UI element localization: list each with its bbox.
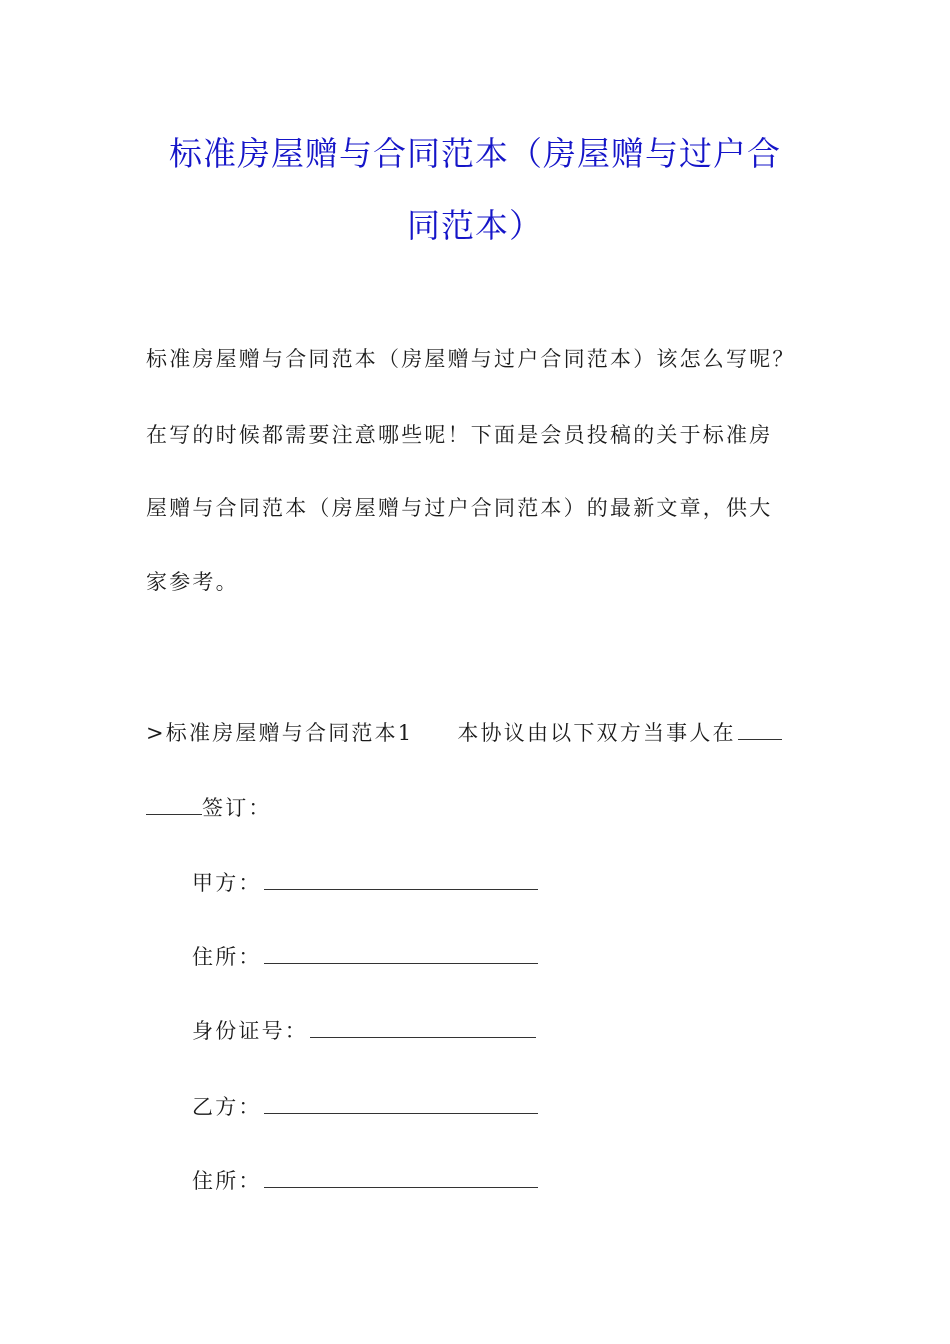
party-a-address-blank[interactable] bbox=[264, 943, 538, 964]
signing-place-blank-continued[interactable] bbox=[146, 794, 202, 815]
party-a-id-label: 身份证号： bbox=[192, 1019, 308, 1043]
party-b-label: 乙方： bbox=[192, 1095, 262, 1119]
party-b-address-label: 住所： bbox=[192, 1169, 262, 1193]
intro-line-4: 家参考。 bbox=[146, 570, 239, 594]
party-b-address-blank[interactable] bbox=[264, 1167, 538, 1188]
party-a-address-line bbox=[192, 942, 538, 972]
party-a-address-label: 住所： bbox=[192, 945, 262, 969]
signed-suffix: 签订： bbox=[202, 796, 272, 820]
party-a-line bbox=[192, 868, 538, 898]
contract-heading: >标准房屋赠与合同范本1 bbox=[146, 721, 414, 745]
contract-opening-text: 本协议由以下双方当事人在 bbox=[457, 721, 736, 745]
party-b-blank[interactable] bbox=[264, 1093, 538, 1114]
intro-line-2: 在写的时候都需要注意哪些呢！下面是会员投稿的关于标准房 bbox=[146, 423, 773, 447]
party-a-id-line bbox=[192, 1016, 536, 1046]
signing-place-blank[interactable] bbox=[738, 719, 782, 740]
party-b-address-line bbox=[192, 1166, 538, 1196]
party-a-label: 甲方： bbox=[192, 871, 262, 895]
party-b-line bbox=[192, 1092, 538, 1122]
document-title-line-1: 标准房屋赠与合同范本（房屋赠与过户合 bbox=[169, 134, 781, 173]
contract-signed-line bbox=[146, 793, 272, 823]
party-a-blank[interactable] bbox=[264, 869, 538, 890]
party-a-id-blank[interactable] bbox=[310, 1017, 536, 1038]
intro-line-3: 屋赠与合同范本（房屋赠与过户合同范本）的最新文章，供大 bbox=[146, 496, 773, 520]
document-title-line-2: 同范本） bbox=[407, 206, 543, 245]
intro-line-1: 标准房屋赠与合同范本（房屋赠与过户合同范本）该怎么写呢？ bbox=[146, 347, 796, 371]
contract-opening-line bbox=[146, 718, 782, 748]
